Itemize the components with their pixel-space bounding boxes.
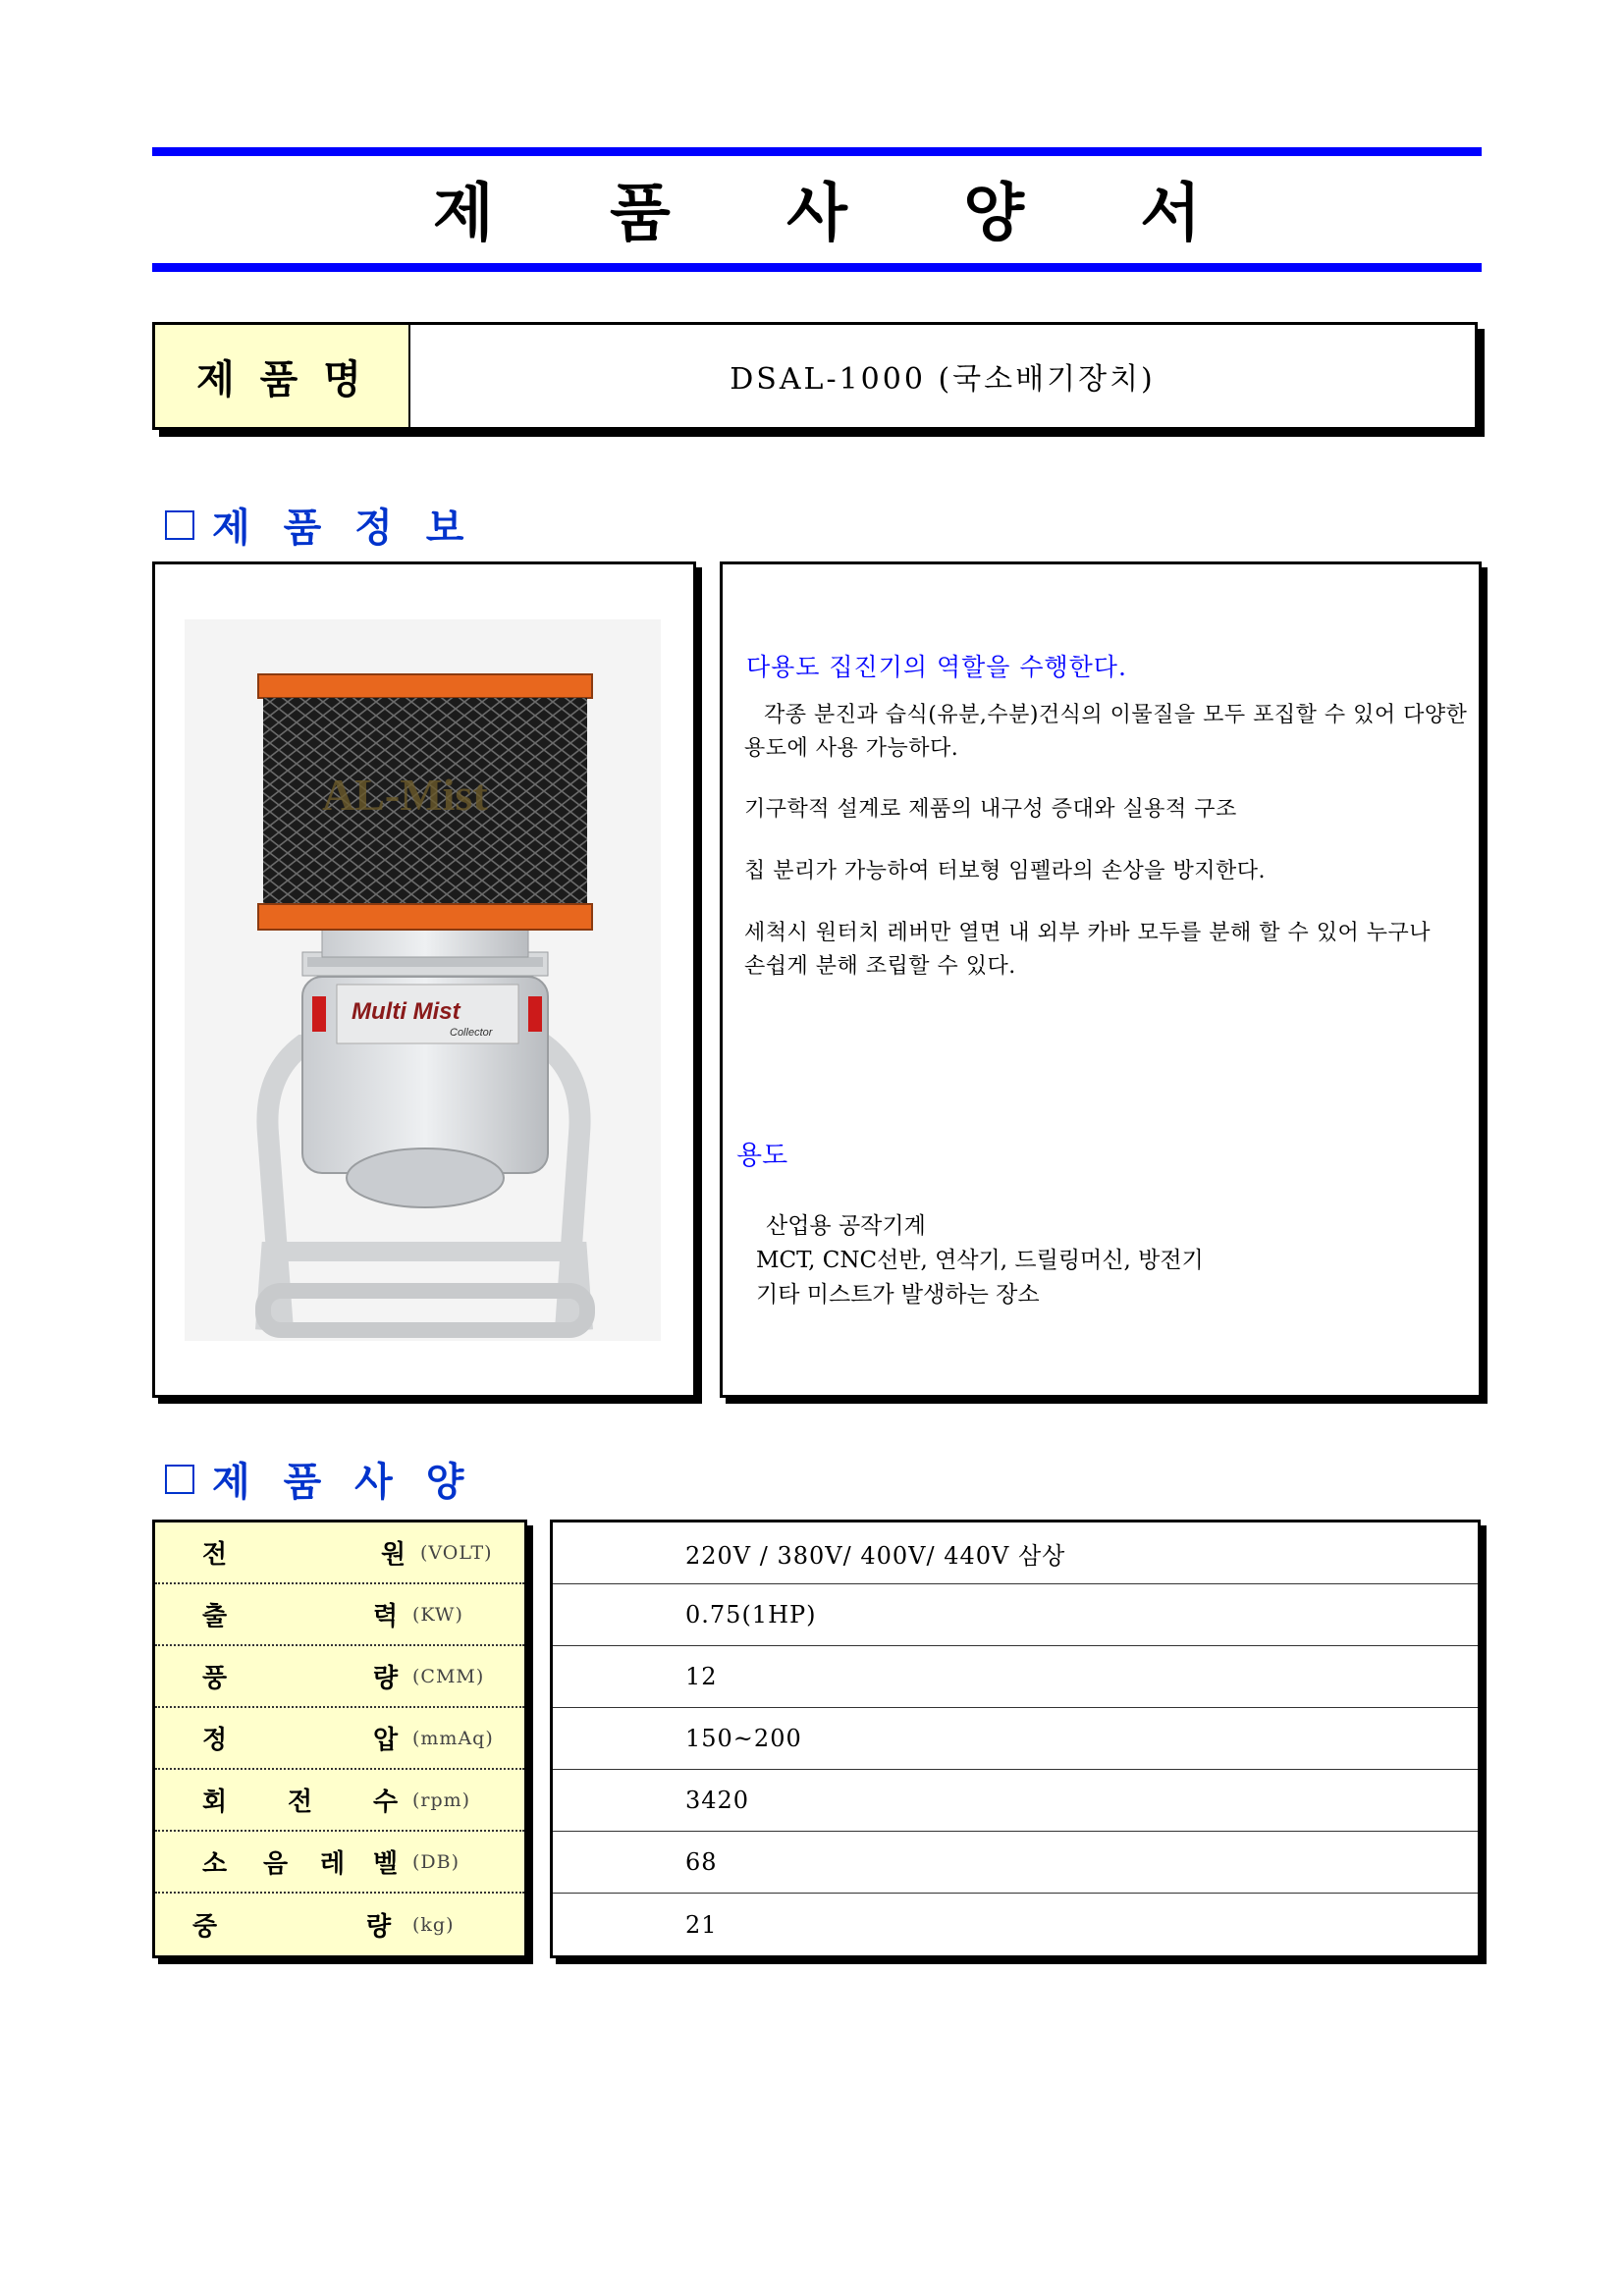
spec-label-char: 출 [202,1602,228,1631]
spec-label-row [155,1646,524,1708]
spec-label-table [152,1520,527,1958]
description-paragraph-3: 칩 분리가 가능하여 터보형 임펠라의 손상을 방지한다. [744,859,1266,883]
spec-label-char: 압 [373,1726,399,1755]
spec-label-char: 력 [373,1602,399,1631]
filter-brand-text: AL-Mist [322,770,488,820]
spec-label-char: 전 [288,1788,313,1817]
spec-value-table [550,1520,1481,1958]
spec-section-heading [165,1451,473,1507]
spec-unit: (VOLT) [420,1541,493,1564]
spec-value-row: 21 [685,1910,718,1939]
description-paragraph-2: 기구학적 설계로 제품의 내구성 증대와 실용적 구조 [744,797,1237,822]
spec-value-row: 68 [553,1832,1478,1894]
spec-label-char: 수 [373,1788,399,1817]
description-paragraph-4: 세척시 원터치 레버만 열면 내 외부 카바 모두를 분해 할 수 있어 누구나 손쉽게 분해 조립할 수 있다. [744,921,1431,979]
spec-label-row [155,1708,524,1770]
spec-label-row [155,1770,524,1832]
info-section-title: 제 품 정 보 [212,506,474,551]
spec-value-row: 150~200 [553,1708,1478,1770]
spec-label-row [155,1832,524,1894]
usage-list [756,1209,1204,1312]
usage-heading: 용도 [736,1141,788,1171]
spec-unit: (kg) [412,1913,455,1936]
page-title: 제 품 사 양 서 [432,178,1249,250]
badge-sub-text: Collector [450,1027,493,1039]
spec-unit: (rpm) [412,1789,471,1811]
description-paragraph-1: 각종 분진과 습식(유분,수분)건식의 이물질을 모두 포집할 수 있어 다양한 용도에 사용 가능하다. [744,703,1468,761]
spec-value-row: 3420 [553,1770,1478,1832]
spec-label-row [155,1522,524,1584]
spec-label-char: 음 [263,1849,289,1879]
top-rule [152,147,1482,156]
checkbox-square-icon [165,1465,194,1494]
spec-value-row: 220V / 380V/ 400V/ 440V 삼상 [553,1522,1478,1584]
description-headline: 다용도 집진기의 역할을 수행한다. [746,653,1127,681]
spec-label-char: 중 [192,1912,218,1942]
spec-label-row [155,1894,524,1955]
product-photo [155,564,693,1395]
spec-label-char: 량 [366,1912,392,1942]
badge-text: Multi Mist [352,998,460,1025]
spec-label-char: 량 [373,1664,399,1693]
spec-label-char: 소 [202,1849,228,1879]
spec-label-char: 전 [202,1540,228,1570]
spec-value-row: 12 [553,1646,1478,1708]
product-name-value: DSAL-1000 (국소배기장치) [730,362,1156,397]
usage-line-3: 기타 미스트가 발생하는 장소 [756,1282,1040,1308]
spec-label-char: 벨 [373,1849,399,1879]
info-section-heading [165,497,473,553]
product-name-box [152,322,1478,430]
spec-unit: (CMM) [412,1665,485,1687]
spec-label-row [155,1584,524,1646]
product-name-label: 제 품 명 [155,325,410,427]
spec-unit: (DB) [412,1850,460,1873]
spec-value-row: 0.75(1HP) [553,1584,1478,1646]
bottom-rule [152,263,1482,272]
usage-line-1: 산업용 공작기계 [766,1213,926,1239]
spec-unit: (mmAq) [412,1727,494,1749]
spec-label-char: 레 [320,1849,346,1879]
spec-unit: (KW) [412,1603,463,1626]
usage-line-2: MCT, CNC선반, 연삭기, 드릴링머신, 방전기 [756,1248,1204,1273]
checkbox-square-icon [165,510,194,540]
spec-label-char: 풍 [202,1664,228,1693]
product-image-panel [152,561,696,1398]
spec-section-title: 제 품 사 양 [212,1460,474,1505]
spec-label-char: 회 [202,1788,228,1817]
spec-label-char: 원 [381,1540,406,1570]
spec-label-char: 정 [202,1726,228,1755]
